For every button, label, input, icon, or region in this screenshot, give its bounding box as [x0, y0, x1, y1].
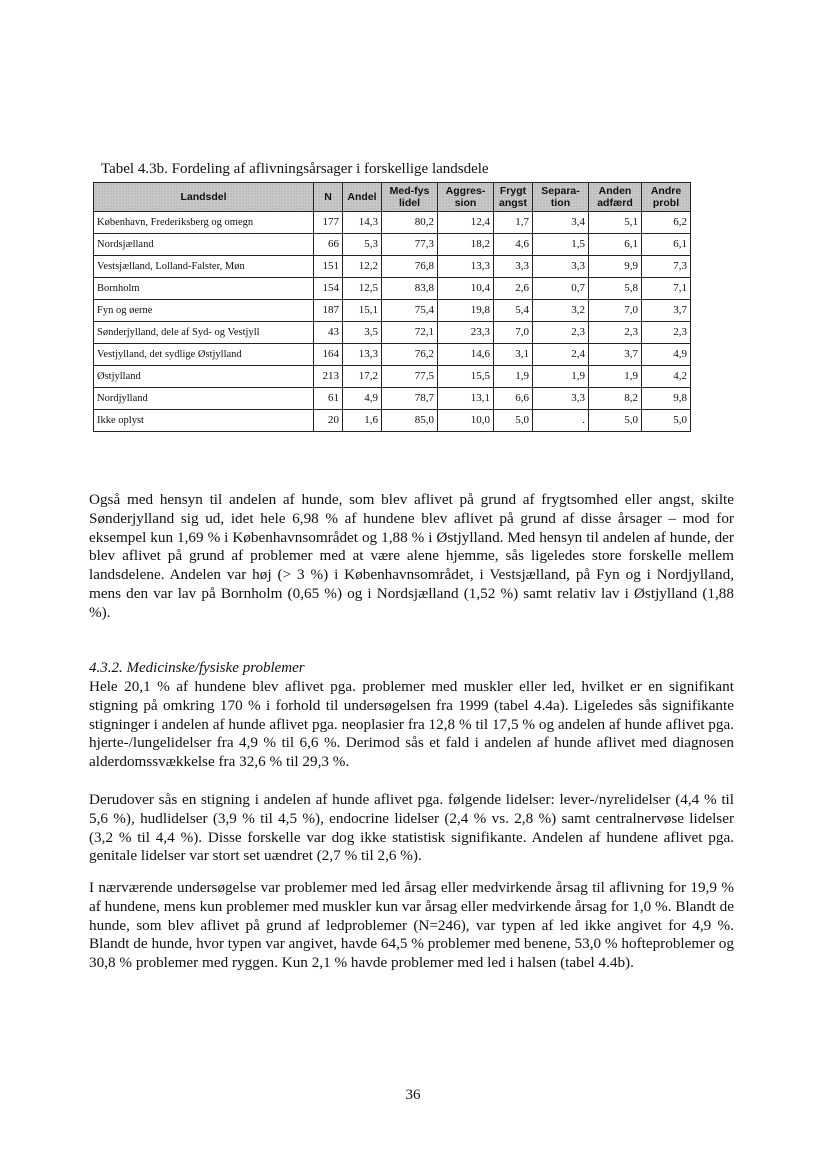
value-cell: 3,3 — [494, 256, 533, 278]
value-cell: 8,2 — [589, 388, 642, 410]
value-cell: 2,3 — [533, 322, 589, 344]
value-cell: 61 — [314, 388, 343, 410]
page-number: 36 — [405, 1087, 421, 1103]
table-row — [94, 410, 691, 432]
region-cell: Nordjylland — [94, 388, 314, 410]
value-cell: 66 — [314, 234, 343, 256]
paragraph-text: I nærværende undersøgelse var problemer med led årsag eller medvirkende årsag til aflivning for 19,9 % af hundene, mens kun problemer med muskler kun var årsag eller medvirkende årsag for 1,0 %. Blandt de hunde, som blev aflivet på grund af ledproblemer (N=246), var typen af led ikke angivet for 4,9 %. Blandt de hunde, hvor typen var angivet, havde 64,5 % problemer med benene, 53,0 % hofteproblemer og 30,8 % problemer med ryggen. Kun 2,1 % havde problemer med led i halsen (tabel 4.4b). — [89, 879, 734, 972]
value-cell: . — [533, 410, 589, 432]
value-cell: 5,4 — [494, 300, 533, 322]
column-header-text: Landsdel — [180, 191, 227, 203]
value-cell: 75,4 — [382, 300, 438, 322]
value-cell: 5,3 — [343, 234, 382, 256]
landsdel-table — [93, 182, 691, 432]
value-cell: 3,2 — [533, 300, 589, 322]
paragraph-frygt — [89, 491, 734, 623]
region-cell: Fyn og øerne — [94, 300, 314, 322]
column-header — [438, 183, 494, 212]
table-row — [94, 300, 691, 322]
column-header — [642, 183, 691, 212]
value-cell: 0,7 — [533, 278, 589, 300]
region-cell: København, Frederiksberg og omegn — [94, 212, 314, 234]
column-header-text: Med-fys — [389, 185, 430, 197]
value-cell: 13,3 — [438, 256, 494, 278]
table-row — [94, 388, 691, 410]
value-cell: 5,0 — [642, 410, 691, 432]
column-header-text: N — [324, 191, 332, 203]
value-cell: 3,1 — [494, 344, 533, 366]
value-cell: 187 — [314, 300, 343, 322]
table-header-row — [94, 183, 691, 212]
paragraph-led — [89, 879, 734, 973]
table-row — [94, 366, 691, 388]
value-cell: 18,2 — [438, 234, 494, 256]
section-heading: 4.3.2. Medicinske/fysiske problemer — [89, 660, 305, 676]
value-cell: 3,5 — [343, 322, 382, 344]
paragraph-muskler — [89, 678, 734, 772]
value-cell: 2,3 — [642, 322, 691, 344]
value-cell: 43 — [314, 322, 343, 344]
column-header-text: sion — [454, 197, 477, 209]
column-header-text: Frygt — [499, 185, 527, 197]
value-cell: 3,7 — [642, 300, 691, 322]
table-row — [94, 212, 691, 234]
value-cell: 5,8 — [589, 278, 642, 300]
value-cell: 1,6 — [343, 410, 382, 432]
value-cell: 12,2 — [343, 256, 382, 278]
paragraph-text: Hele 20,1 % af hundene blev aflivet pga. problemer med muskler eller led, hvilket er en signifikant stigning på omkring 170 % i forhold til undersøgelsen fra 1999 (tabel 4.4a). Ligeledes sås signifikante stigninger i andelen af hunde aflivet pga. neoplasier fra 12,8 % til 17,5 % og andelen af hunde aflivet pga. hjerte-/lungelidelser fra 4,9 % til 6,6 %. Derimod sås et fald i andelen af hunde aflivet med diagnosen alderdomssvækkelse fra 32,6 % til 29,3 %. — [89, 678, 734, 771]
value-cell: 154 — [314, 278, 343, 300]
value-cell: 77,3 — [382, 234, 438, 256]
value-cell: 23,3 — [438, 322, 494, 344]
column-header — [589, 183, 642, 212]
value-cell: 10,0 — [438, 410, 494, 432]
value-cell: 9,8 — [642, 388, 691, 410]
value-cell: 76,8 — [382, 256, 438, 278]
value-cell: 6,1 — [589, 234, 642, 256]
column-header-text: Anden — [598, 185, 632, 197]
value-cell: 77,5 — [382, 366, 438, 388]
value-cell: 1,9 — [533, 366, 589, 388]
value-cell: 7,0 — [589, 300, 642, 322]
column-header — [494, 183, 533, 212]
region-cell: Ikke oplyst — [94, 410, 314, 432]
region-cell: Østjylland — [94, 366, 314, 388]
paragraph-stigning — [89, 791, 734, 866]
value-cell: 151 — [314, 256, 343, 278]
table-row — [94, 344, 691, 366]
column-header-text: Separa- — [541, 185, 580, 197]
value-cell: 85,0 — [382, 410, 438, 432]
value-cell: 6,6 — [494, 388, 533, 410]
value-cell: 5,1 — [589, 212, 642, 234]
column-header — [343, 183, 382, 212]
table-row — [94, 322, 691, 344]
column-header-text: Aggres- — [445, 185, 486, 197]
column-header-text: angst — [498, 197, 527, 209]
value-cell: 7,3 — [642, 256, 691, 278]
column-header — [382, 183, 438, 212]
value-cell: 6,1 — [642, 234, 691, 256]
value-cell: 10,4 — [438, 278, 494, 300]
value-cell: 13,3 — [343, 344, 382, 366]
value-cell: 2,6 — [494, 278, 533, 300]
value-cell: 4,2 — [642, 366, 691, 388]
region-cell: Vestjylland, det sydlige Østjylland — [94, 344, 314, 366]
value-cell: 12,4 — [438, 212, 494, 234]
value-cell: 3,7 — [589, 344, 642, 366]
value-cell: 80,2 — [382, 212, 438, 234]
value-cell: 4,6 — [494, 234, 533, 256]
column-header-text: adfærd — [597, 197, 633, 209]
value-cell: 1,9 — [494, 366, 533, 388]
value-cell: 2,3 — [589, 322, 642, 344]
paragraph-text: Derudover sås en stigning i andelen af hunde aflivet pga. følgende lidelser: lever-/nyrelidelser (4,4 % til 5,6 %), hudlidelser (3,9 % til 4,5 %), endocrine lidelser (2,4 % vs. 2,8 %) samt centralnervøse lidelser (3,2 % til 4,4 %). Disse forskelle var dog ikke statistisk signifikante. Andelen af hundene aflivet pga. genitale lidelser var stort set uændret (2,7 % til 2,6 %). — [89, 791, 734, 865]
value-cell: 5,0 — [589, 410, 642, 432]
value-cell: 1,5 — [533, 234, 589, 256]
region-cell: Nordsjælland — [94, 234, 314, 256]
region-cell: Bornholm — [94, 278, 314, 300]
value-cell: 4,9 — [343, 388, 382, 410]
value-cell: 15,1 — [343, 300, 382, 322]
value-cell: 14,3 — [343, 212, 382, 234]
value-cell: 213 — [314, 366, 343, 388]
column-header-text: probl — [652, 197, 680, 209]
column-header — [94, 183, 314, 212]
region-cell: Vestsjælland, Lolland-Falster, Møn — [94, 256, 314, 278]
value-cell: 3,4 — [533, 212, 589, 234]
value-cell: 2,4 — [533, 344, 589, 366]
value-cell: 13,1 — [438, 388, 494, 410]
value-cell: 6,2 — [642, 212, 691, 234]
column-header-text: Andel — [347, 191, 377, 203]
table-caption: Tabel 4.3b. Fordeling af aflivningsårsager i forskellige landsdele — [101, 161, 489, 177]
value-cell: 19,8 — [438, 300, 494, 322]
value-cell: 14,6 — [438, 344, 494, 366]
column-header-text: lidel — [398, 197, 420, 209]
value-cell: 9,9 — [589, 256, 642, 278]
column-header — [314, 183, 343, 212]
value-cell: 3,3 — [533, 388, 589, 410]
value-cell: 76,2 — [382, 344, 438, 366]
value-cell: 7,1 — [642, 278, 691, 300]
value-cell: 4,9 — [642, 344, 691, 366]
region-cell: Sønderjylland, dele af Syd- og Vestjyll — [94, 322, 314, 344]
value-cell: 20 — [314, 410, 343, 432]
paragraph-text: Også med hensyn til andelen af hunde, som blev aflivet på grund af frygtsomhed eller angst, skilte Sønderjylland sig ud, idet hele 6,98 % af hundene blev aflivet på grund af disse årsager – mod for eksempel kun 1,69 % i Københavnsområdet og 1,88 % i Østjylland. Med hensyn til andelen af hunde, der blev aflivet på grund af problemer med at være alene hjemme, sås ligeledes store forskelle mellem landsdelene. Andelen var høj (> 3 %) i Københavnsområdet, i Vestsjælland, på Fyn og i Nordjylland, mens den var lav på Bornholm (0,65 %) og i Nordsjælland (1,52 %) samt relativ lav i Østjylland (1,88 %). — [89, 491, 734, 621]
value-cell: 83,8 — [382, 278, 438, 300]
value-cell: 1,7 — [494, 212, 533, 234]
value-cell: 17,2 — [343, 366, 382, 388]
table-row — [94, 256, 691, 278]
value-cell: 15,5 — [438, 366, 494, 388]
column-header — [533, 183, 589, 212]
table-row — [94, 234, 691, 256]
column-header-text: Andre — [650, 185, 682, 197]
value-cell: 1,9 — [589, 366, 642, 388]
value-cell: 3,3 — [533, 256, 589, 278]
value-cell: 177 — [314, 212, 343, 234]
value-cell: 7,0 — [494, 322, 533, 344]
value-cell: 5,0 — [494, 410, 533, 432]
table-row — [94, 278, 691, 300]
column-header-text: tion — [550, 197, 571, 209]
value-cell: 78,7 — [382, 388, 438, 410]
value-cell: 12,5 — [343, 278, 382, 300]
value-cell: 72,1 — [382, 322, 438, 344]
value-cell: 164 — [314, 344, 343, 366]
